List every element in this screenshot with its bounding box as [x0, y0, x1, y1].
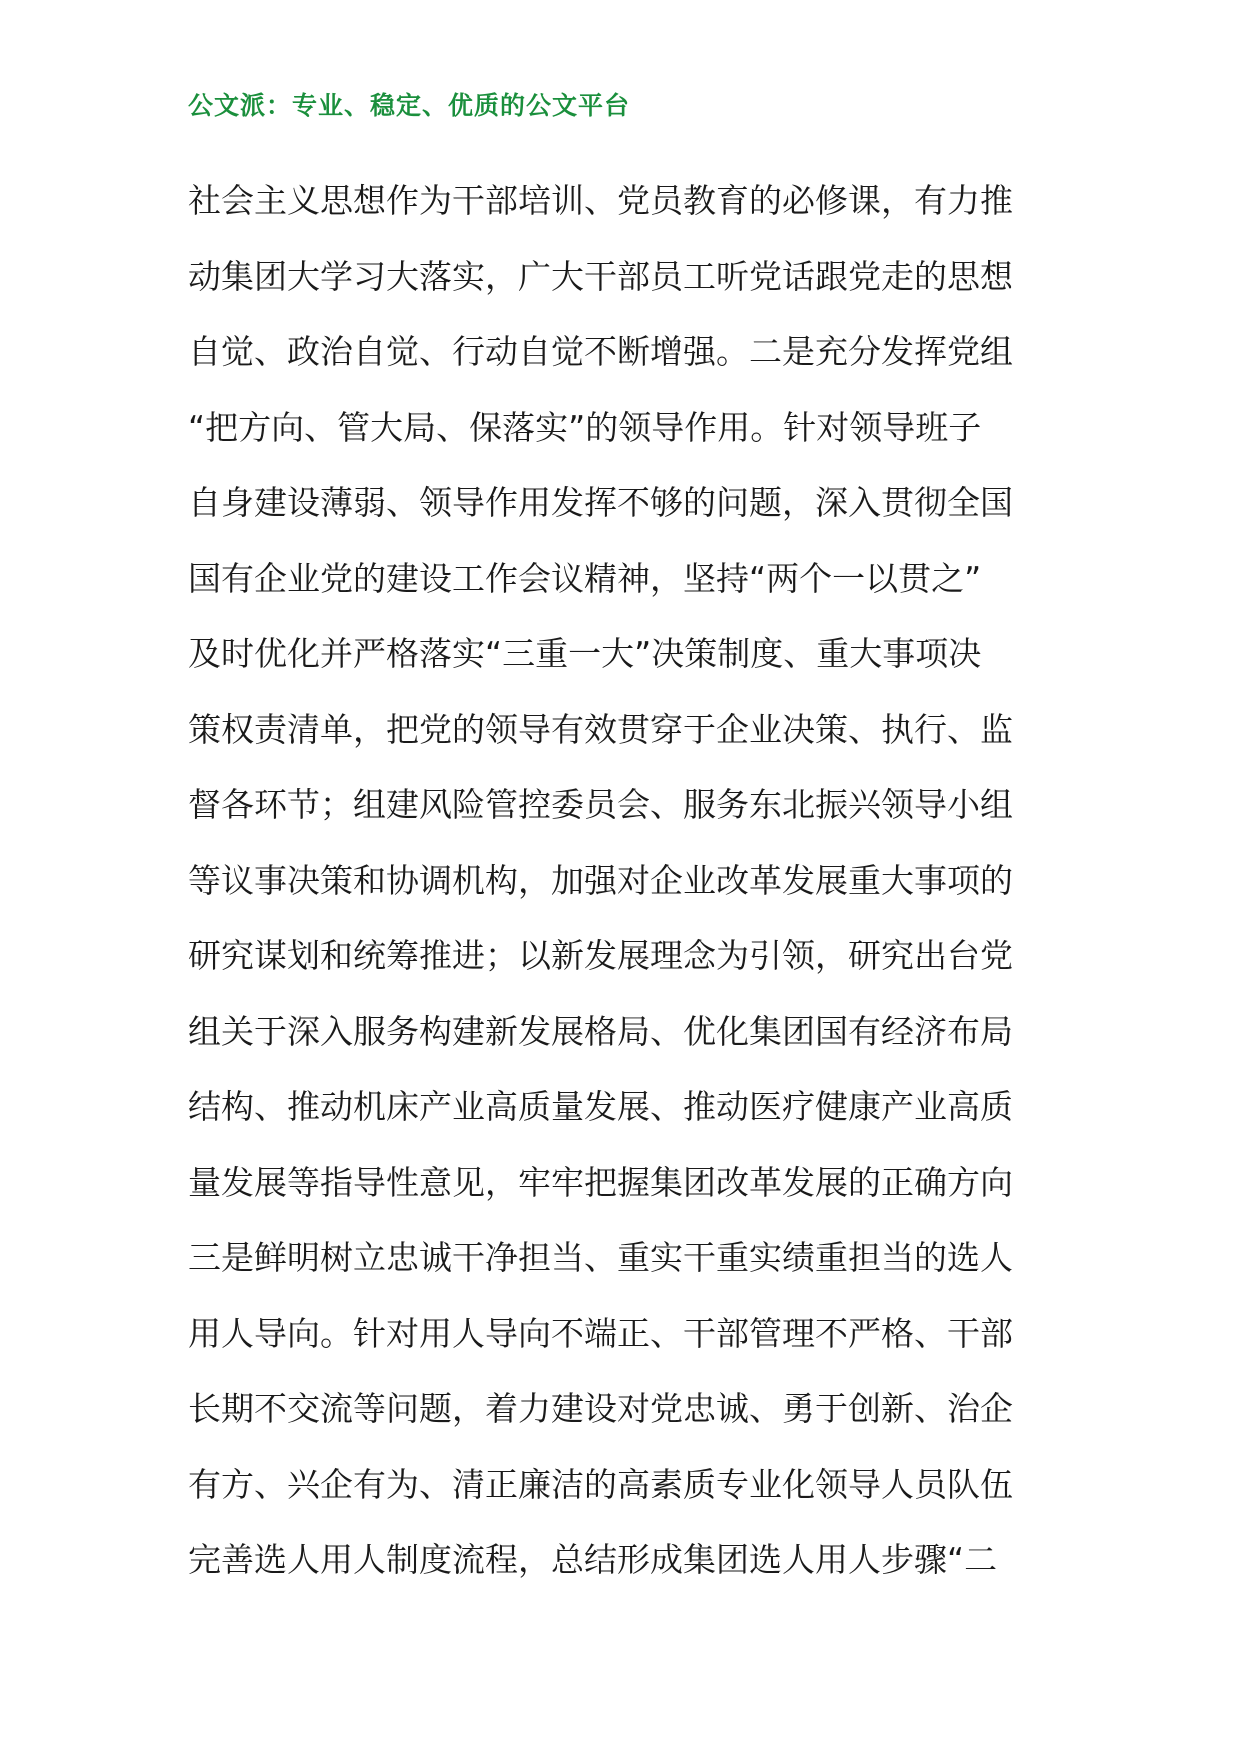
text-line: 三是鲜明树立忠诚干净担当、重实干重实绩重担当的选人 — [188, 1238, 1013, 1277]
page-header: 公文派：专业、稳定、优质的公文平台 — [188, 91, 631, 120]
text-line: 自觉、政治自觉、行动自觉不断增强。二是充分发挥党组 — [188, 332, 1013, 371]
text-line: 用人导向。针对用人导向不端正、干部管理不严格、干部 — [188, 1313, 1013, 1353]
text-line: 长期不交流等问题，着力建设对党忠诚、勇于创新、治企 — [188, 1389, 1013, 1428]
text-line: 动集团大学习大落实，广大干部员工听党话跟党走的思想 — [188, 256, 1013, 296]
text-line: 研究谋划和统筹推进；以新发展理念为引领，研究出台党 — [188, 936, 1013, 975]
text-line: 国有企业党的建设工作会议精神，坚持“两个一以贯之” — [188, 558, 982, 598]
text-line: 自身建设薄弱、领导作用发挥不够的问题，深入贯彻全国 — [188, 483, 1013, 522]
text-line: 策权责清单，把党的领导有效贯穿于企业决策、执行、监 — [188, 709, 1013, 749]
text-line: “把方向、管大局、保落实”的领导作用。针对领导班子 — [188, 407, 982, 447]
body-text — [188, 163, 1058, 1598]
text-line: 等议事决策和协调机构，加强对企业改革发展重大事项的 — [188, 860, 1013, 900]
text-line: 完善选人用人制度流程，总结形成集团选人用人步骤“二 — [188, 1540, 998, 1579]
text-line: 督各环节；组建风险管控委员会、服务东北振兴领导小组 — [188, 785, 1013, 824]
text-line: 组关于深入服务构建新发展格局、优化集团国有经济布局 — [188, 1011, 1013, 1051]
text-line: 及时优化并严格落实“三重一大”决策制度、重大事项决 — [188, 634, 982, 673]
text-line: 结构、推动机床产业高质量发展、推动医疗健康产业高质 — [188, 1087, 1013, 1126]
text-line: 量发展等指导性意见，牢牢把握集团改革发展的正确方向 — [188, 1162, 1013, 1202]
text-line: 有方、兴企有为、清正廉洁的高素质专业化领导人员队伍 — [188, 1464, 1013, 1504]
text-line: 社会主义思想作为干部培训、党员教育的必修课，有力推 — [188, 181, 1013, 220]
